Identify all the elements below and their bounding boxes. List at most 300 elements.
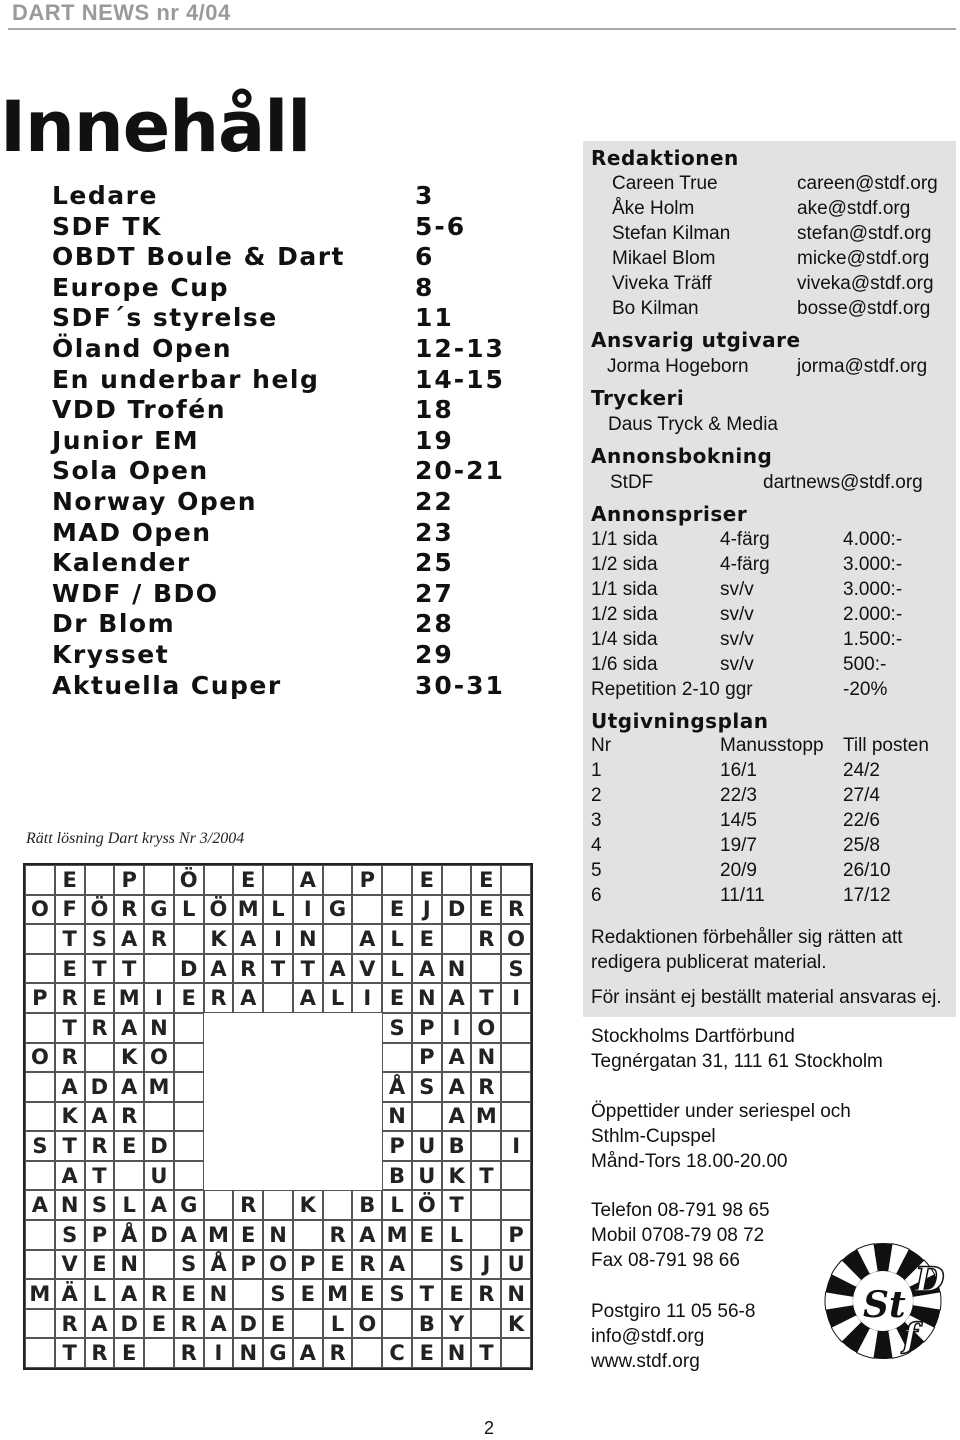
toc-entry [52, 181, 512, 212]
phone-line: Telefon 08-791 98 65 [591, 1200, 770, 1221]
crossword-letter-cell: P [501, 1220, 531, 1250]
crossword-blank-cell [233, 1043, 263, 1073]
crossword-letter-cell: E [293, 1279, 323, 1309]
crossword-letter-cell: E [114, 1338, 144, 1368]
toc-entry-title: VDD Trofén [52, 395, 226, 425]
ad-price: 3.000:- [843, 554, 903, 575]
annonspriser-heading: Annonspriser [591, 502, 748, 526]
plan-col-till-posten: Till posten [843, 735, 929, 756]
toc-entry-page: 23 [415, 517, 454, 547]
ad-price: 2.000:- [843, 604, 903, 625]
crossword-letter-cell: E [55, 865, 85, 895]
ad-price: 500:- [843, 654, 887, 675]
toc-entry-page: 12-13 [415, 333, 505, 363]
crossword-blank-cell [293, 1220, 323, 1250]
toc-entry [52, 518, 512, 549]
issue-mailing-date: 26/10 [843, 860, 891, 881]
crossword-letter-cell: O [263, 1250, 293, 1280]
crossword-letter-cell: Ä [55, 1279, 85, 1309]
toc-entry-page: 6 [415, 242, 435, 272]
crossword-blank-cell [293, 1161, 323, 1191]
editorial-note-line-1: Redaktionen förbehåller sig rätten att [591, 927, 903, 948]
crossword-letter-cell: O [144, 1043, 174, 1073]
toc-entry [52, 548, 512, 579]
crossword-blank-cell [323, 865, 353, 895]
crossword-blank-cell [204, 1013, 234, 1043]
crossword-blank-cell [25, 1072, 55, 1102]
tryckeri-name: Daus Tryck & Media [608, 414, 778, 435]
crossword-blank-cell [471, 1220, 501, 1250]
crossword-blank-cell [204, 1043, 234, 1073]
crossword-letter-cell: N [471, 1043, 501, 1073]
crossword-blank-cell [25, 1102, 55, 1132]
annonsbokning-heading: Annonsbokning [591, 444, 773, 468]
crossword-blank-cell [263, 1072, 293, 1102]
crossword-letter-cell: K [293, 1190, 323, 1220]
crossword-letter-cell: R [85, 1013, 115, 1043]
crossword-blank-cell [442, 865, 472, 895]
magazine-issue-title: DART NEWS nr 4/04 [12, 0, 231, 25]
toc-entry-title: WDF / BDO [52, 578, 219, 608]
crossword-blank-cell [85, 1043, 115, 1073]
crossword-blank-cell [382, 1043, 412, 1073]
crossword-blank-cell [471, 1190, 501, 1220]
crossword-letter-cell: M [323, 1279, 353, 1309]
crossword-blank-cell [501, 1043, 531, 1073]
crossword-blank-cell [144, 954, 174, 984]
crossword-letter-cell: E [471, 895, 501, 925]
toc-entry-page: 8 [415, 272, 435, 302]
crossword-letter-cell: S [263, 1279, 293, 1309]
issue-number: 2 [591, 785, 602, 806]
crossword-blank-cell [25, 1220, 55, 1250]
crossword-letter-cell: A [352, 1220, 382, 1250]
crossword-letter-cell: T [263, 954, 293, 984]
crossword-letter-cell: I [501, 983, 531, 1013]
crossword-blank-cell [25, 1309, 55, 1339]
liability-note: För insänt ej beställt material ansvaras ej. [591, 987, 942, 1008]
utgivare-heading: Ansvarig utgivare [591, 328, 801, 352]
crossword-blank-cell [174, 1102, 204, 1132]
crossword-blank-cell [323, 1072, 353, 1102]
crossword-blank-cell [25, 1250, 55, 1280]
crossword-letter-cell: R [204, 983, 234, 1013]
crossword-letter-cell: S [174, 1250, 204, 1280]
crossword-blank-cell [293, 1131, 323, 1161]
crossword-blank-cell [352, 1072, 382, 1102]
crossword-letter-cell: I [144, 983, 174, 1013]
crossword-letter-cell: E [174, 1279, 204, 1309]
crossword-blank-cell [501, 1072, 531, 1102]
editor-email: careen@stdf.org [797, 173, 938, 194]
crossword-letter-cell: Å [114, 1220, 144, 1250]
toc-entry-page: 14-15 [415, 364, 505, 394]
crossword-blank-cell [263, 1102, 293, 1132]
crossword-letter-cell: E [471, 865, 501, 895]
crossword-letter-cell: T [114, 954, 144, 984]
crossword-letter-cell: R [233, 1190, 263, 1220]
toc-entry [52, 487, 512, 518]
ad-color: sv/v [720, 579, 754, 600]
crossword-blank-cell [293, 1072, 323, 1102]
crossword-caption: Rätt lösning Dart kryss Nr 3/2004 [26, 830, 245, 847]
crossword-letter-cell: D [114, 1309, 144, 1339]
crossword-letter-cell: R [144, 924, 174, 954]
crossword-blank-cell [204, 865, 234, 895]
crossword-letter-cell: Å [382, 1072, 412, 1102]
crossword-letter-cell: S [501, 954, 531, 984]
email-line: info@stdf.org [591, 1326, 705, 1347]
crossword-letter-cell: O [471, 1013, 501, 1043]
crossword-blank-cell [174, 1131, 204, 1161]
crossword-letter-cell: I [501, 1131, 531, 1161]
crossword-blank-cell [352, 1338, 382, 1368]
crossword-blank-cell [204, 1102, 234, 1132]
toc-entry [52, 334, 512, 365]
toc-entry-title: SDF TK [52, 211, 162, 241]
crossword-letter-cell: M [382, 1220, 412, 1250]
crossword-letter-cell: K [204, 924, 234, 954]
crossword-solution-grid [23, 863, 533, 1370]
crossword-letter-cell: P [85, 1220, 115, 1250]
crossword-letter-cell: N [442, 1338, 472, 1368]
crossword-letter-cell: L [382, 924, 412, 954]
toc-entry-title: Dr Blom [52, 609, 176, 639]
crossword-letter-cell: K [55, 1102, 85, 1132]
crossword-blank-cell [352, 895, 382, 925]
repetition-value: -20% [843, 679, 888, 700]
crossword-letter-cell: B [412, 1309, 442, 1339]
crossword-letter-cell: T [55, 1013, 85, 1043]
crossword-letter-cell: R [174, 1338, 204, 1368]
toc-entry [52, 609, 512, 640]
issue-mailing-date: 25/8 [843, 835, 880, 856]
crossword-blank-cell [25, 954, 55, 984]
toc-entry-title: Krysset [52, 639, 170, 669]
crossword-letter-cell: I [204, 1338, 234, 1368]
crossword-letter-cell: D [144, 1131, 174, 1161]
website-line: www.stdf.org [591, 1351, 700, 1372]
crossword-blank-cell [174, 924, 204, 954]
editor-email: ake@stdf.org [797, 198, 911, 219]
crossword-letter-cell: I [352, 983, 382, 1013]
hours-line-1: Öppettider under seriespel och [591, 1101, 851, 1122]
ad-size: 1/1 sida [591, 529, 658, 550]
crossword-letter-cell: P [114, 865, 144, 895]
crossword-letter-cell: N [412, 983, 442, 1013]
ad-color: 4-färg [720, 529, 770, 550]
crossword-letter-cell: V [352, 954, 382, 984]
editor-email: viveka@stdf.org [797, 273, 934, 294]
ad-size: 1/2 sida [591, 554, 658, 575]
issue-number: 4 [591, 835, 602, 856]
crossword-blank-cell [293, 1043, 323, 1073]
crossword-letter-cell: L [114, 1190, 144, 1220]
ad-size: 1/6 sida [591, 654, 658, 675]
ad-color: sv/v [720, 604, 754, 625]
svg-text:D: D [915, 1260, 945, 1300]
fax-line: Fax 08-791 98 66 [591, 1250, 740, 1271]
crossword-letter-cell: L [85, 1279, 115, 1309]
crossword-letter-cell: D [85, 1072, 115, 1102]
crossword-blank-cell [323, 1161, 353, 1191]
toc-entry-title: Europe Cup [52, 272, 229, 302]
crossword-letter-cell: A [25, 1190, 55, 1220]
crossword-letter-cell: R [114, 895, 144, 925]
crossword-letter-cell: K [114, 1043, 144, 1073]
crossword-letter-cell: U [412, 1131, 442, 1161]
editor-name: Stefan Kilman [612, 223, 731, 244]
toc-entry-page: 18 [415, 395, 454, 425]
crossword-blank-cell [352, 1013, 382, 1043]
crossword-letter-cell: M [25, 1279, 55, 1309]
editor-email: micke@stdf.org [797, 248, 930, 269]
editor-name: Bo Kilman [612, 298, 699, 319]
crossword-letter-cell: S [55, 1220, 85, 1250]
crossword-blank-cell [204, 1190, 234, 1220]
crossword-blank-cell [412, 1250, 442, 1280]
toc-entry-title: Öland Open [52, 333, 232, 363]
crossword-blank-cell [25, 1338, 55, 1368]
crossword-letter-cell: E [85, 983, 115, 1013]
issue-number: 1 [591, 760, 602, 781]
crossword-blank-cell [144, 1102, 174, 1132]
crossword-letter-cell: A [55, 1072, 85, 1102]
crossword-letter-cell: T [85, 1161, 115, 1191]
crossword-letter-cell: E [412, 865, 442, 895]
crossword-blank-cell [501, 1190, 531, 1220]
crossword-blank-cell [323, 1102, 353, 1132]
crossword-letter-cell: R [144, 1279, 174, 1309]
crossword-blank-cell [204, 1161, 234, 1191]
crossword-letter-cell: Y [442, 1309, 472, 1339]
toc-entry-page: 5-6 [415, 211, 467, 241]
svg-text:f: f [903, 1316, 918, 1356]
crossword-letter-cell: G [263, 1338, 293, 1368]
toc-entry-page: 11 [415, 303, 454, 333]
crossword-letter-cell: A [55, 1161, 85, 1191]
address-line-2: Tegnérgatan 31, 111 61 Stockholm [591, 1051, 883, 1072]
issue-deadline: 19/7 [720, 835, 757, 856]
editor-name: Åke Holm [612, 198, 695, 219]
crossword-letter-cell: A [412, 954, 442, 984]
redaktionen-heading: Redaktionen [591, 146, 739, 170]
crossword-letter-cell: M [471, 1102, 501, 1132]
crossword-blank-cell [323, 1043, 353, 1073]
crossword-letter-cell: P [352, 865, 382, 895]
toc-entry-page: 20-21 [415, 456, 505, 486]
toc-entry-title: Aktuella Cuper [52, 670, 282, 700]
crossword-blank-cell [233, 1131, 263, 1161]
crossword-blank-cell [233, 1072, 263, 1102]
crossword-letter-cell: N [442, 954, 472, 984]
crossword-letter-cell: B [382, 1161, 412, 1191]
crossword-blank-cell [501, 1102, 531, 1132]
mobile-line: Mobil 0708-79 08 72 [591, 1225, 765, 1246]
issue-mailing-date: 27/4 [843, 785, 880, 806]
crossword-blank-cell [471, 1131, 501, 1161]
crossword-letter-cell: T [471, 983, 501, 1013]
crossword-letter-cell: T [55, 1338, 85, 1368]
ad-price: 3.000:- [843, 579, 903, 600]
crossword-blank-cell [263, 983, 293, 1013]
crossword-letter-cell: A [204, 1309, 234, 1339]
issue-number: 5 [591, 860, 602, 881]
crossword-letter-cell: K [501, 1309, 531, 1339]
crossword-blank-cell [263, 1131, 293, 1161]
crossword-letter-cell: D [144, 1220, 174, 1250]
toc-entry-page: 22 [415, 486, 454, 516]
toc-entry-title: MAD Open [52, 517, 212, 547]
crossword-letter-cell: A [85, 1102, 115, 1132]
repetition-label: Repetition 2-10 ggr [591, 679, 753, 700]
crossword-letter-cell: A [204, 954, 234, 984]
crossword-letter-cell: S [412, 1072, 442, 1102]
crossword-blank-cell [323, 1190, 353, 1220]
crossword-letter-cell: U [501, 1250, 531, 1280]
crossword-letter-cell: P [293, 1250, 323, 1280]
crossword-letter-cell: R [352, 1250, 382, 1280]
crossword-blank-cell [263, 1190, 293, 1220]
issue-mailing-date: 24/2 [843, 760, 880, 781]
crossword-letter-cell: Ö [174, 865, 204, 895]
issue-mailing-date: 22/6 [843, 810, 880, 831]
plan-col-nr: Nr [591, 735, 612, 756]
crossword-letter-cell: A [293, 1338, 323, 1368]
crossword-letter-cell: N [263, 1220, 293, 1250]
ad-price: 4.000:- [843, 529, 903, 550]
utgivare-email: jorma@stdf.org [797, 356, 928, 377]
crossword-letter-cell: A [382, 1250, 412, 1280]
dartboard-logo-icon [815, 1225, 957, 1373]
crossword-letter-cell: E [263, 1309, 293, 1339]
toc-entry-title: Ledare [52, 181, 158, 210]
crossword-letter-cell: T [85, 954, 115, 984]
crossword-blank-cell [263, 865, 293, 895]
crossword-letter-cell: M [144, 1072, 174, 1102]
crossword-letter-cell: T [55, 1131, 85, 1161]
crossword-letter-cell: K [442, 1161, 472, 1191]
table-of-contents [52, 181, 512, 701]
issue-deadline: 14/5 [720, 810, 757, 831]
crossword-blank-cell [352, 1161, 382, 1191]
crossword-letter-cell: Ö [85, 895, 115, 925]
crossword-blank-cell [501, 1338, 531, 1368]
crossword-blank-cell [323, 1013, 353, 1043]
crossword-letter-cell: L [442, 1220, 472, 1250]
crossword-blank-cell [293, 1102, 323, 1132]
crossword-blank-cell [382, 865, 412, 895]
crossword-letter-cell: E [382, 983, 412, 1013]
toc-entry-page: 3 [415, 181, 435, 210]
crossword-letter-cell: E [412, 924, 442, 954]
crossword-blank-cell [25, 1013, 55, 1043]
crossword-letter-cell: N [144, 1013, 174, 1043]
crossword-letter-cell: I [293, 895, 323, 925]
toc-entry [52, 303, 512, 334]
toc-entry-title: Norway Open [52, 486, 258, 516]
ad-size: 1/1 sida [591, 579, 658, 600]
toc-entry-title: Junior EM [52, 425, 200, 455]
crossword-blank-cell [382, 1309, 412, 1339]
crossword-letter-cell: L [323, 983, 353, 1013]
toc-entry [52, 640, 512, 671]
crossword-letter-cell: M [233, 895, 263, 925]
crossword-blank-cell [233, 1161, 263, 1191]
crossword-letter-cell: A [293, 865, 323, 895]
toc-entry [52, 579, 512, 610]
crossword-letter-cell: T [471, 1338, 501, 1368]
crossword-letter-cell: R [471, 924, 501, 954]
toc-entry [52, 242, 512, 273]
crossword-letter-cell: I [442, 1013, 472, 1043]
crossword-letter-cell: R [85, 1131, 115, 1161]
crossword-letter-cell: S [85, 924, 115, 954]
crossword-letter-cell: E [382, 895, 412, 925]
crossword-letter-cell: L [323, 1309, 353, 1339]
utgivningsplan-heading: Utgivningsplan [591, 709, 769, 733]
crossword-letter-cell: O [352, 1309, 382, 1339]
address-line-1: Stockholms Dartförbund [591, 1026, 795, 1047]
toc-entry-title: OBDT Boule & Dart [52, 242, 345, 272]
crossword-letter-cell: T [412, 1279, 442, 1309]
issue-mailing-date: 17/12 [843, 885, 891, 906]
toc-entry-title: Sola Open [52, 456, 209, 486]
editor-email: bosse@stdf.org [797, 298, 931, 319]
crossword-letter-cell: A [114, 924, 144, 954]
crossword-letter-cell: A [442, 1043, 472, 1073]
crossword-letter-cell: R [501, 895, 531, 925]
crossword-blank-cell [144, 865, 174, 895]
crossword-letter-cell: S [85, 1190, 115, 1220]
crossword-letter-cell: A [442, 983, 472, 1013]
crossword-letter-cell: L [263, 895, 293, 925]
crossword-blank-cell [412, 1102, 442, 1132]
crossword-letter-cell: L [382, 1190, 412, 1220]
page-number: 2 [484, 1418, 495, 1438]
crossword-blank-cell [352, 1043, 382, 1073]
crossword-letter-cell: P [25, 983, 55, 1013]
crossword-letter-cell: N [382, 1102, 412, 1132]
crossword-blank-cell [25, 924, 55, 954]
crossword-blank-cell [442, 924, 472, 954]
postgiro-line: Postgiro 11 05 56-8 [591, 1301, 756, 1322]
header-divider [8, 28, 956, 30]
toc-entry [52, 671, 512, 702]
crossword-letter-cell: T [442, 1190, 472, 1220]
crossword-letter-cell: S [442, 1250, 472, 1280]
editor-name: Viveka Träff [612, 273, 712, 294]
crossword-letter-cell: A [85, 1309, 115, 1339]
crossword-letter-cell: G [144, 895, 174, 925]
ad-size: 1/4 sida [591, 629, 658, 650]
crossword-letter-cell: O [501, 924, 531, 954]
utgivare-name: Jorma Hogeborn [607, 356, 749, 377]
crossword-letter-cell: B [442, 1131, 472, 1161]
crossword-blank-cell [25, 865, 55, 895]
toc-entry-page: 30-31 [415, 670, 505, 700]
crossword-blank-cell [352, 1131, 382, 1161]
editor-name: Mikael Blom [612, 248, 716, 269]
toc-entry [52, 212, 512, 243]
crossword-letter-cell: N [114, 1250, 144, 1280]
crossword-letter-cell: N [55, 1190, 85, 1220]
crossword-letter-cell: E [352, 1279, 382, 1309]
crossword-letter-cell: L [174, 895, 204, 925]
crossword-letter-cell: A [442, 1102, 472, 1132]
tryckeri-heading: Tryckeri [591, 386, 685, 410]
crossword-letter-cell: E [55, 954, 85, 984]
